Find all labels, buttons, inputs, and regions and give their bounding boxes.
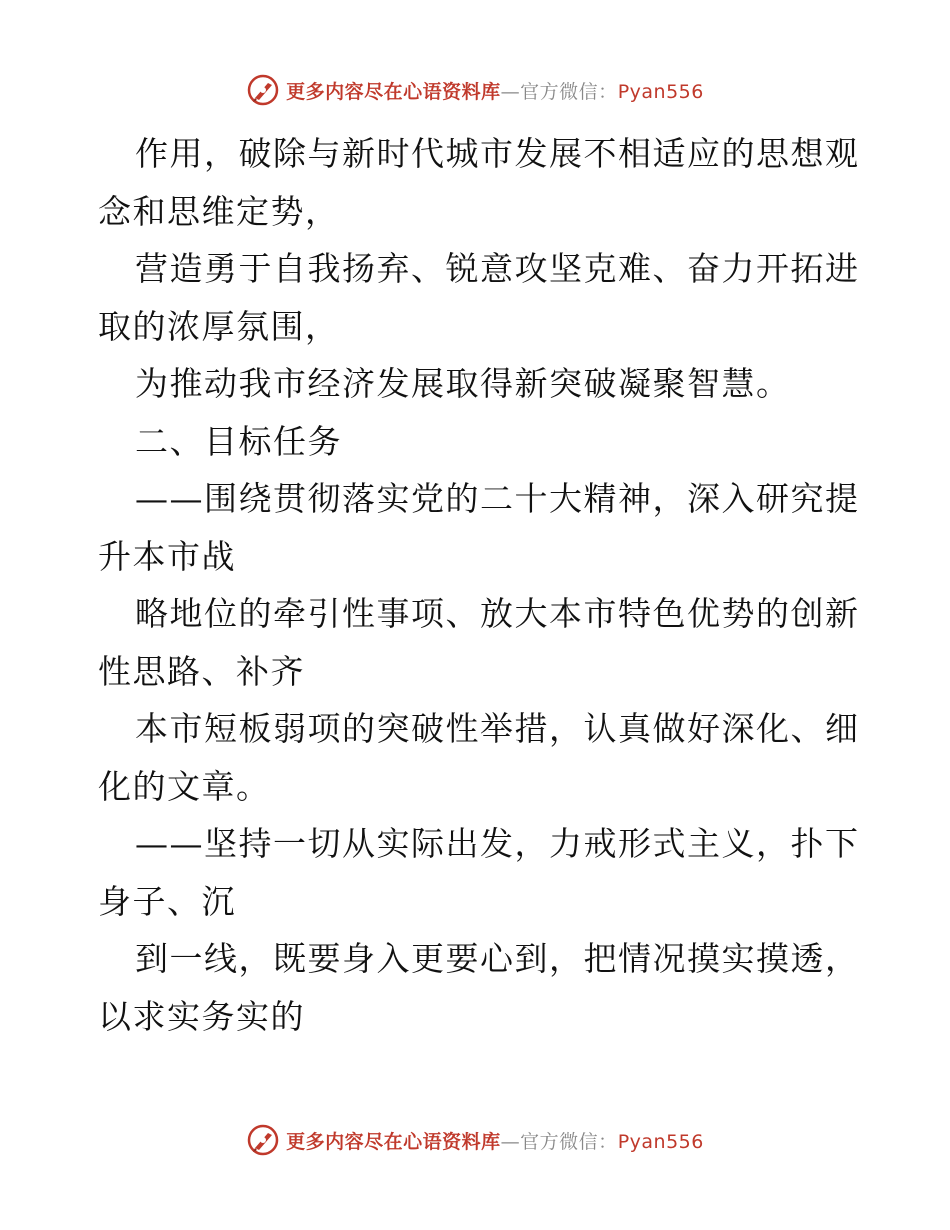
banner-wechat-label: 官方微信： [520,80,618,103]
text-line: 营造勇于自我扬弃、锐意攻坚克难、奋力开拓进 [135,249,860,288]
document-body [98,125,858,1045]
text-line: 性思路、补齐 [98,651,305,691]
header-banner [0,70,950,110]
text-line: 化的文章。 [98,766,271,806]
banner-separator: — [500,1130,521,1153]
banner-brand: 更多内容尽在心语资料库 [286,80,501,103]
banner-wechat-id: Pyan556 [617,1130,704,1153]
text-line: 略地位的牵引性事项、放大本市特色优势的创新 [135,594,860,633]
quill-pen-logo-icon [246,1123,280,1157]
text-line: 取的浓厚氛围， [98,306,340,346]
quill-pen-logo-icon [246,73,280,107]
banner-wechat-id: Pyan556 [617,80,704,103]
text-line: 为推动我市经济发展取得新突破凝聚智慧。 [135,364,791,403]
text-line: 升本市战 [98,536,236,576]
footer-banner [0,1120,950,1160]
text-line: 到一线，既要身入更要心到，把情况摸实摸透， [135,939,860,978]
banner-text [286,1127,704,1154]
text-line: 以求实务实的 [98,996,305,1036]
text-line: 身子、沉 [98,881,236,921]
banner-separator: — [500,80,521,103]
text-line: 本市短板弱项的突破性举措，认真做好深化、细 [135,709,860,748]
text-line: 作用，破除与新时代城市发展不相适应的思想观 [135,134,860,173]
text-line: ——围绕贯彻落实党的二十大精神，深入研究提 [135,479,860,518]
text-line: 二、目标任务 [135,421,342,461]
banner-wechat-label: 官方微信： [520,1130,618,1153]
text-line: ——坚持一切从实际出发，力戒形式主义，扑下 [135,824,860,863]
text-line: 念和思维定势， [98,191,340,231]
banner-brand: 更多内容尽在心语资料库 [286,1130,501,1153]
banner-text [286,77,704,104]
